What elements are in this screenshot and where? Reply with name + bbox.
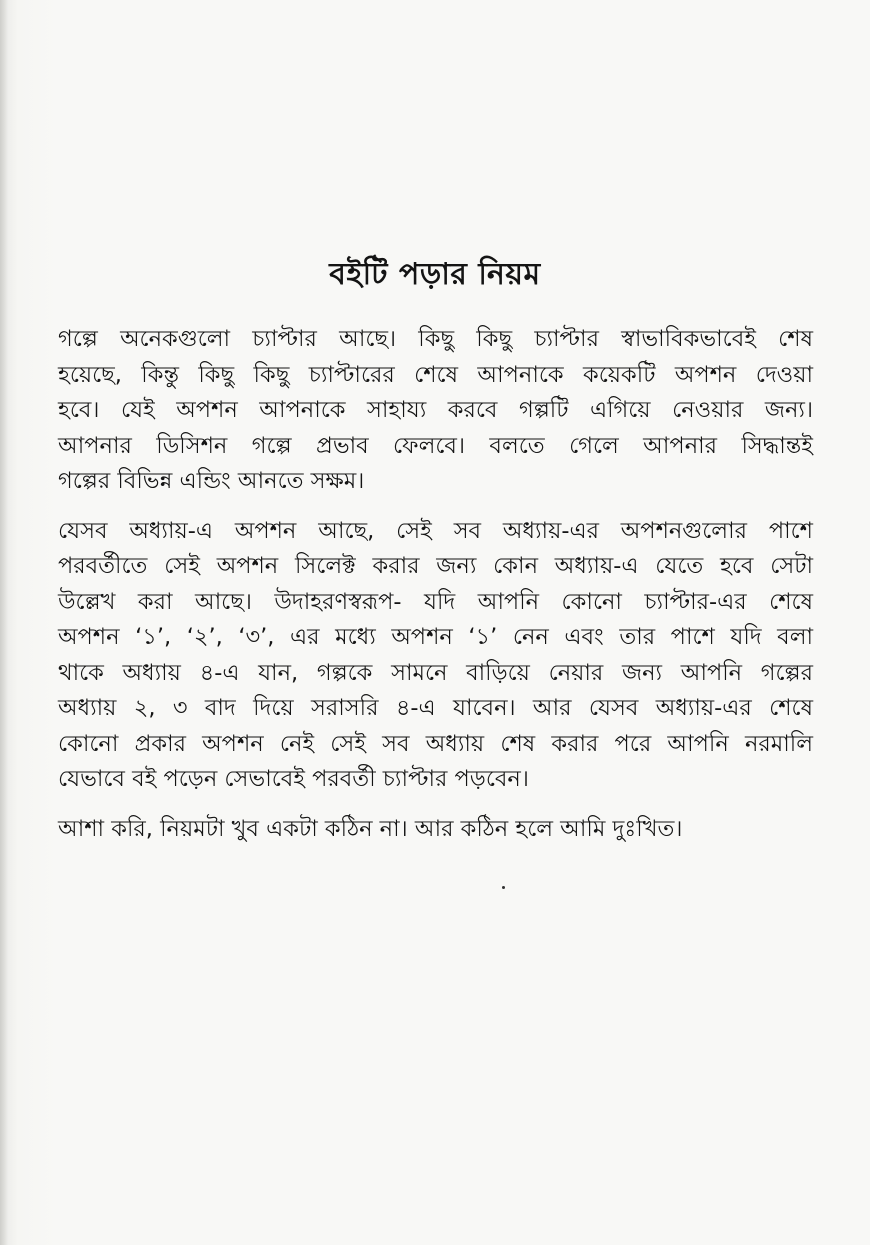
text-line: যেভাবে বই পড়েন সেভাবেই পরবর্তী চ্যাপ্টার পড়বেন। (58, 766, 529, 792)
text-line: পরবর্তীতে সেই অপশন সিলেক্ট করার জন্য কোন অধ্যায়-এ যেতে হবে সেটা (58, 553, 813, 579)
page-title: বইটি পড়ার নিয়ম (329, 257, 541, 292)
text-line: কোনো প্রকার অপশন নেই সেই সব অধ্যায় শেষ করার পরে আপনি নরমালি (58, 730, 813, 757)
text-line: অপশন ‘১’, ‘২’, ‘৩’, এর মধ্যে অপশন ‘১’ নেন এবং তার পাশে যদি বলা (58, 624, 813, 650)
text-line: উল্লেখ করা আছে। উদাহরণস্বরূপ- যদি আপনি কোনো চ্যাপ্টার-এর শেষে (58, 588, 813, 615)
paragraph-2 (58, 514, 813, 798)
body-text (58, 322, 813, 861)
print-speck (502, 886, 505, 889)
text-line: গল্পে অনেকগুলো চ্যাপ্টার আছে। কিছু কিছু চ্যাপ্টার স্বাভাবিকভাবেই শেষ (58, 326, 813, 352)
text-line: আপনার ডিসিশন গল্পে প্রভাব ফেলবে। বলতে গেলে আপনার সিদ্ধান্তই (58, 432, 813, 459)
paragraph-1 (58, 322, 813, 500)
text-line: আশা করি, নিয়মটা খুব একটা কঠিন না। আর কঠিন হলে আমি দুঃখিত। (58, 815, 683, 842)
text-line: অধ্যায় ২, ৩ বাদ দিয়ে সরাসরি ৪-এ যাবেন। আর যেসব অধ্যায়-এর শেষে (58, 695, 813, 721)
text-line: গল্পের বিভিন্ন এন্ডিং আনতে সক্ষম। (58, 468, 365, 494)
page-spine-shadow (0, 0, 8, 1245)
text-line: হবে। যেই অপশন আপনাকে সাহায্য করবে গল্পটি এগিয়ে নেওয়ার জন্য। (58, 397, 813, 423)
text-line: হয়েছে, কিন্তু কিছু কিছু চ্যাপ্টারের শেষে আপনাকে কয়েকটি অপশন দেওয়া (58, 361, 813, 388)
paragraph-3 (58, 812, 813, 848)
text-line: থাকে অধ্যায় ৪-এ যান, গল্পকে সামনে বাড়িয়ে নেয়ার জন্য আপনি গল্পের (58, 659, 813, 686)
text-line: যেসব অধ্যায়-এ অপশন আছে, সেই সব অধ্যায়-এর অপশনগুলোর পাশে (58, 517, 813, 544)
